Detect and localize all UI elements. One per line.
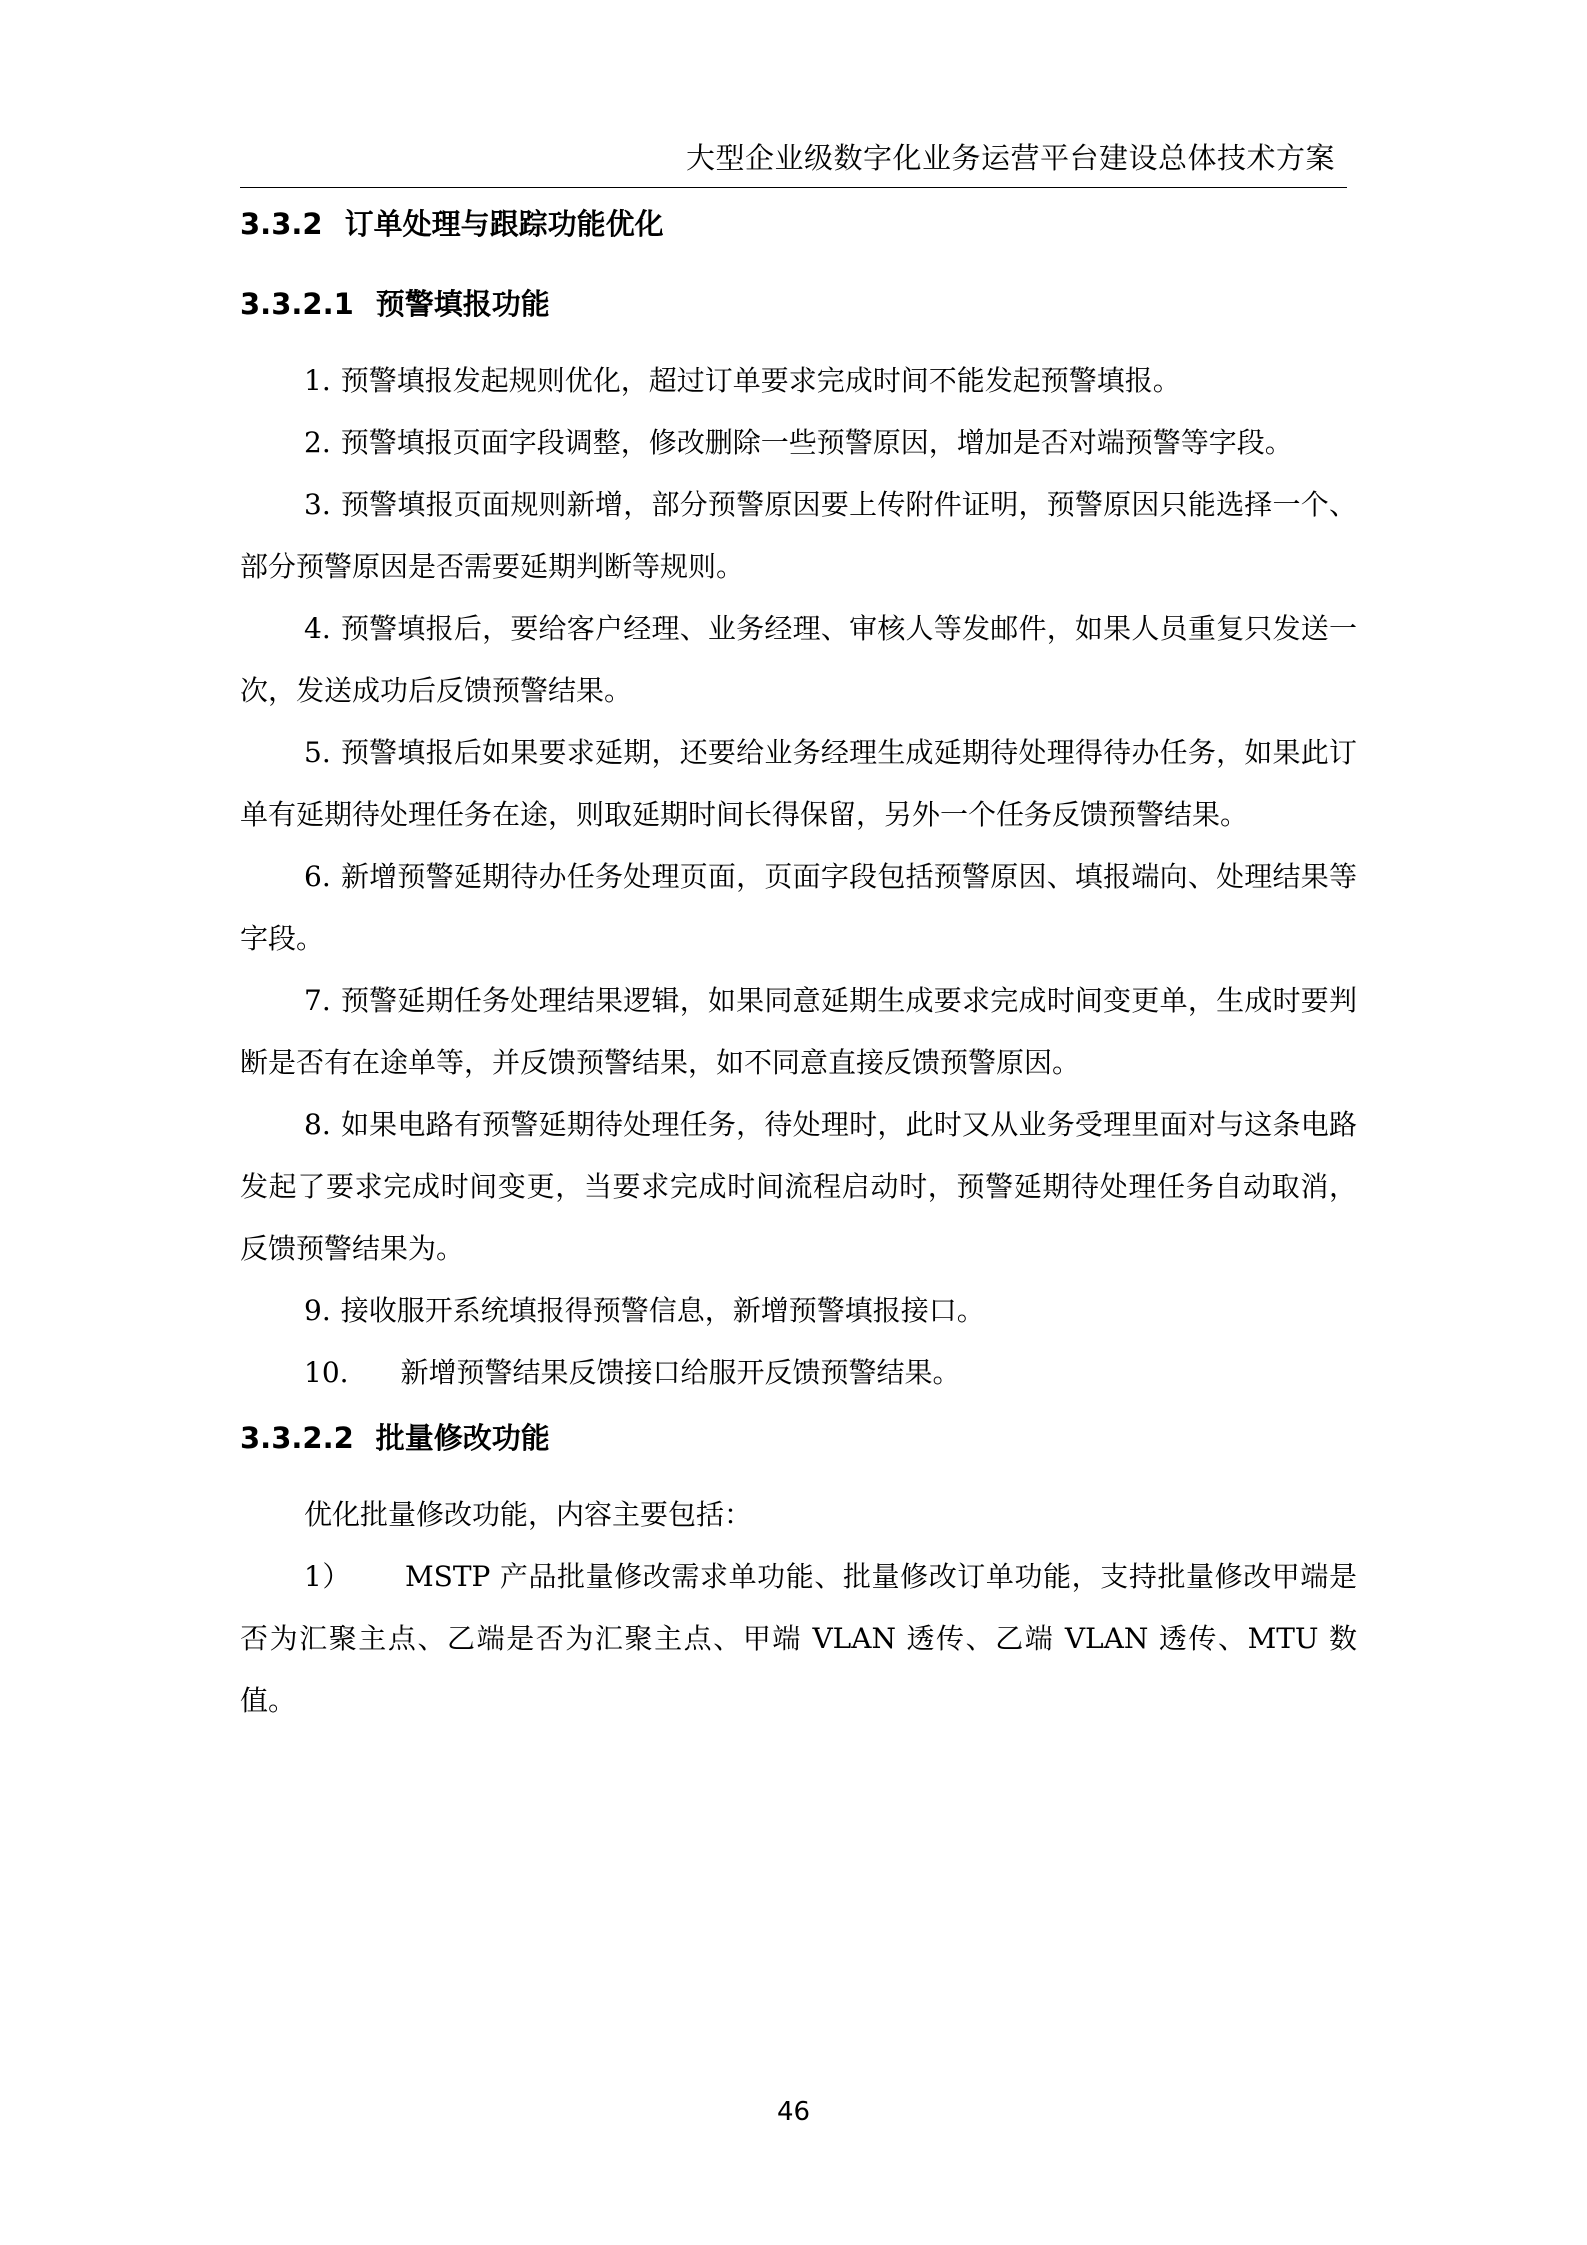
section-number: 3.3.2.2 (240, 1421, 354, 1455)
list-marker: 9. (304, 1294, 331, 1327)
section-number: 3.3.2 (240, 207, 323, 241)
list-item (240, 1546, 1357, 1732)
list-item (240, 350, 1357, 412)
list-item (240, 1094, 1357, 1280)
list-item-text: 预警填报页面字段调整，修改删除一些预警原因，增加是否对端预警等字段。 (340, 426, 1293, 459)
list-item-text: 预警填报页面规则新增，部分预警原因要上传附件证明，预警原因只能选择一个、部分预警原因是否需要延期判断等规则。 (240, 488, 1357, 583)
list-item-text: 如果电路有预警延期待处理任务，待处理时，此时又从业务受理里面对与这条电路发起了要求完成时间变更，当要求完成时间流程启动时，预警延期待处理任务自动取消，反馈预警结果为。 (240, 1108, 1357, 1265)
list-marker: 4. (304, 612, 331, 645)
section-title: 预警填报功能 (375, 287, 550, 321)
list-item-text: 新增预警延期待办任务处理页面，页面字段包括预警原因、填报端向、处理结果等字段。 (240, 860, 1357, 955)
list-marker: 1. (304, 364, 331, 397)
list-item-text: MSTP 产品批量修改需求单功能、批量修改订单功能，支持批量修改甲端是否为汇聚主点、乙端是否为汇聚主点、甲端 VLAN 透传、乙端 VLAN 透传、MTU 数值。 (240, 1560, 1357, 1717)
intro-paragraph: 优化批量修改功能，内容主要包括： (304, 1498, 753, 1531)
list-item (240, 846, 1357, 970)
list-marker: 2. (304, 426, 331, 459)
list-item (240, 722, 1357, 846)
list-item-text: 接收服开系统填报得预警信息，新增预警填报接口。 (340, 1294, 985, 1327)
list-item-text: 预警延期任务处理结果逻辑，如果同意延期生成要求完成时间变更单，生成时要判断是否有在途单等，并反馈预警结果，如不同意直接反馈预警原因。 (240, 984, 1357, 1079)
section-title: 订单处理与跟踪功能优化 (344, 207, 664, 241)
list-marker: 8. (304, 1108, 331, 1141)
section-heading-3-3-2-2 (240, 1418, 1357, 1484)
running-header: 大型企业级数字化业务运营平台建设总体技术方案 (685, 141, 1335, 175)
list-marker: 1） (304, 1560, 351, 1593)
section-heading-3-3-2-1 (240, 284, 1357, 350)
list-item (240, 474, 1357, 598)
list-item-text: 新增预警结果反馈接口给服开反馈预警结果。 (400, 1356, 961, 1389)
list-item (240, 598, 1357, 722)
list-item-text: 预警填报后如果要求延期，还要给业务经理生成延期待处理得待办任务，如果此订单有延期待处理任务在途，则取延期时间长得保留，另外一个任务反馈预警结果。 (240, 736, 1357, 831)
section-title: 批量修改功能 (375, 1421, 550, 1455)
list-marker: 7. (304, 984, 331, 1017)
list-marker: 3. (304, 488, 331, 521)
header-rule (240, 187, 1347, 188)
list-item-text: 预警填报发起规则优化，超过订单要求完成时间不能发起预警填报。 (340, 364, 1181, 397)
section-heading-3-3-2 (240, 204, 1357, 266)
page-content (240, 196, 1357, 1732)
list-marker: 5. (304, 736, 331, 769)
list-marker: 10. (304, 1356, 349, 1389)
list-item (240, 970, 1357, 1094)
list-marker: 6. (304, 860, 331, 893)
list-item (240, 1342, 1357, 1404)
list-item (240, 1280, 1357, 1342)
list-item (240, 412, 1357, 474)
section-number: 3.3.2.1 (240, 287, 354, 321)
list-item-text: 预警填报后，要给客户经理、业务经理、审核人等发邮件，如果人员重复只发送一次，发送成功后反馈预警结果。 (240, 612, 1357, 707)
page-number: 46 (776, 2097, 811, 2127)
